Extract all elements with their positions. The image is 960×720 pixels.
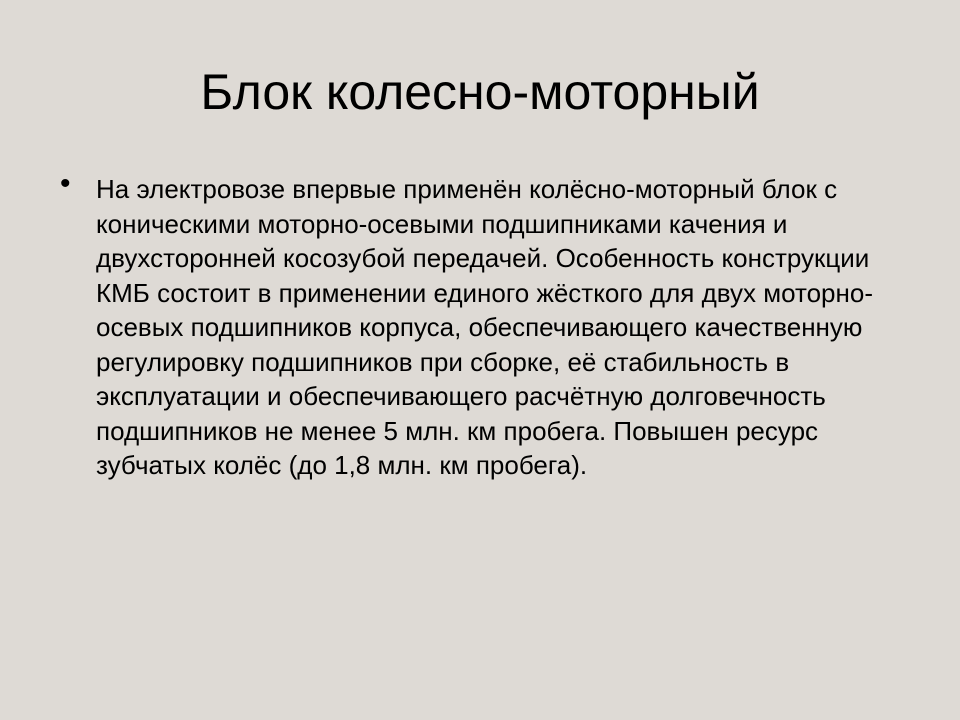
bullet-list bbox=[60, 167, 920, 483]
bullet-marker: • bbox=[60, 167, 71, 200]
bullet-text: На электровозе впервые применён колёсно-моторный блок с коническими моторно-осевыми подшипниками качения и двухсторонней косозубой передачей. Особенность конструкции КМБ состоит в применении единого жёсткого для двух моторно-осевых подшипников корпуса, обеспечивающего качественную регулировку подшипников при сборке, её стабильность в эксплуатации и обеспечивающего расчётную долговечность подшипников не менее 5 млн. км пробега. Повышен ресурс зубчатых колёс (до 1,8 млн. км пробега). bbox=[96, 174, 873, 480]
bullet-item bbox=[60, 167, 920, 483]
slide-title: Блок колесно-моторный bbox=[200, 64, 760, 120]
